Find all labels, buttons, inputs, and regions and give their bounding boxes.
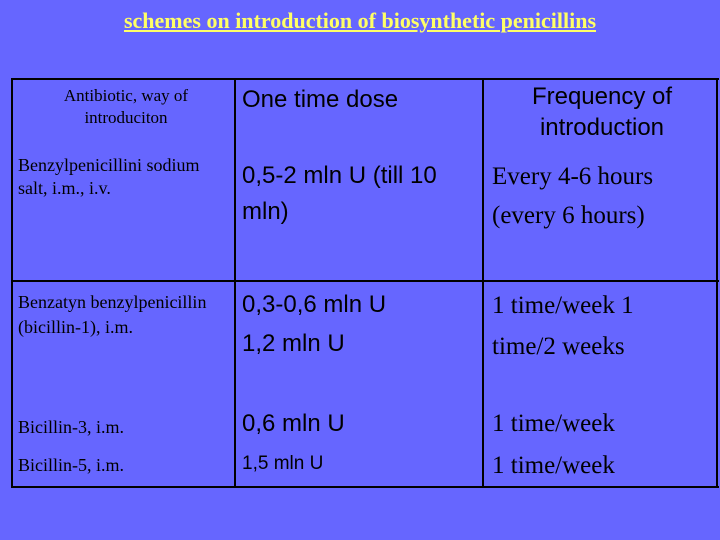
row-1-frequency [492,158,712,236]
dose-value: 1,5 mln U [242,453,324,474]
header-col-dose [242,81,477,118]
row-3-dose [242,405,477,442]
slide-title: schemes on introduction of biosynthetic penicillins [123,8,597,33]
row-2-dose [242,286,422,364]
drug-name: Benzylpenicillini sodium salt, i.m., i.v. [18,155,200,198]
row-3-drug [18,417,228,439]
row-1-drug [18,154,233,199]
header-col-antibiotic [42,85,210,129]
header-label: Frequency of introduction [531,83,673,142]
drug-name: Benzatyn benzylpenicillin (bicillin-1), i.m. [18,292,207,338]
table-left-border [11,78,13,488]
header-col-frequency [492,81,712,143]
header-label: Antibiotic, way of introduciton [63,86,189,127]
frequency-value: 1 time/week 1 time/2 weeks [492,292,634,360]
row-1-dose [242,158,480,230]
table-row-divider [11,280,719,282]
dose-value: 0,5-2 mln U (till 10 mln) [242,162,437,225]
header-label: One time dose [242,86,399,113]
table-col-divider [234,78,236,488]
row-2-drug [18,290,223,340]
dose-value: 0,6 mln U [242,410,345,437]
table-top-border [11,78,719,80]
table-right-border [716,78,718,488]
row-4-drug [18,455,228,477]
row-3-frequency [492,405,712,444]
dose-value: 0,3-0,6 mln U 1,2 mln U [242,291,387,357]
drug-name: Bicillin-5, i.m. [18,455,124,475]
frequency-value: 1 time/week [492,452,615,479]
frequency-value: 1 time/week [492,410,615,437]
table-col-divider [482,78,484,488]
row-2-frequency [492,286,692,367]
row-4-dose [242,453,477,476]
row-4-frequency [492,447,712,486]
frequency-value: Every 4-6 hours (every 6 hours) [492,163,654,229]
table-bottom-border [11,486,719,488]
drug-name: Bicillin-3, i.m. [18,417,124,437]
